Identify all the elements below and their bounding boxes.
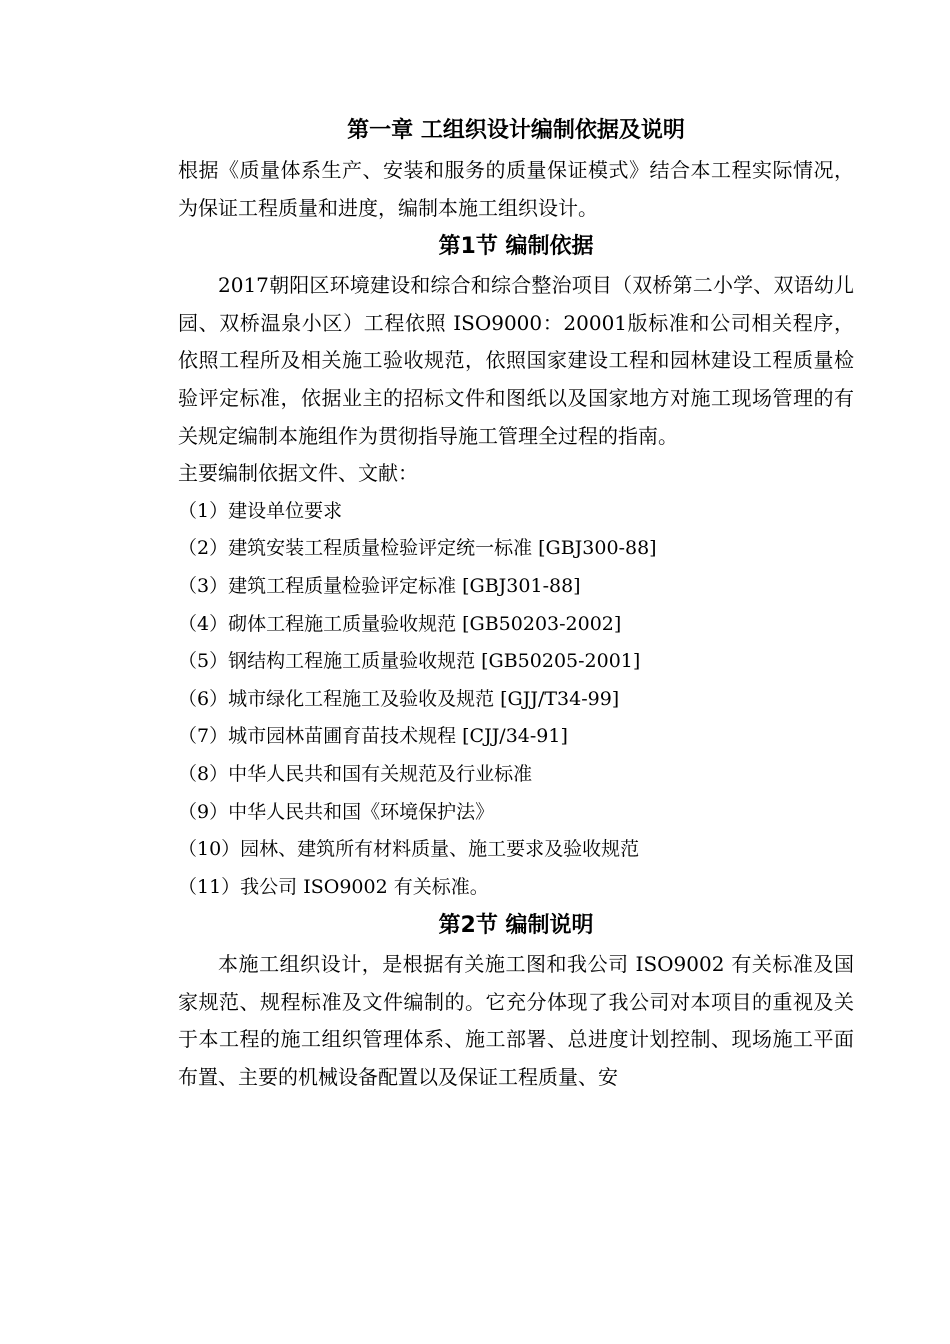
reference-item-6: （6）城市绿化工程施工及验收及规范 [GJJ/T34-99] bbox=[178, 687, 620, 710]
document-body bbox=[178, 112, 854, 1097]
reference-item-11: （11）我公司 ISO9002 有关标准。 bbox=[178, 875, 489, 898]
reference-item-7: （7）城市园林苗圃育苗技术规程 [CJJ/34-91] bbox=[178, 725, 568, 748]
reference-item-3: （3）建筑工程质量检验评定标准 [GBJ301-88] bbox=[178, 574, 581, 597]
section2-title: 第2节 编制说明 bbox=[438, 913, 594, 939]
chapter-intro: 根据《质量体系生产、安装和服务的质量保证模式》结合本工程实际情况，为保证工程质量和进度，编制本施工组织设计。 bbox=[178, 158, 854, 220]
reference-item-8: （8）中华人民共和国有关规范及行业标准 bbox=[178, 762, 533, 785]
reference-list bbox=[178, 493, 854, 907]
chapter-title: 第一章 工组织设计编制依据及说明 bbox=[347, 118, 685, 143]
reference-item-9: （9）中华人民共和国《环境保护法》 bbox=[178, 800, 495, 823]
reference-item-10: （10）园林、建筑所有材料质量、施工要求及验收规范 bbox=[178, 838, 640, 861]
reference-item-1: （1）建设单位要求 bbox=[178, 499, 343, 522]
reference-item-2: （2）建筑安装工程质量检验评定统一标准 [GBJ300-88] bbox=[178, 537, 657, 560]
section1-list-intro: 主要编制依据文件、文献： bbox=[178, 461, 418, 486]
section1-paragraph: 2017朝阳区环境建设和综合和综合整治项目（双桥第二小学、双语幼儿园、双桥温泉小区）工程依照 ISO9000：20001版标准和公司相关程序，依照工程所及相关施工验收规范，依照国家建设工程和园林建设工程质量检验评定标准，依据业主的招标文件和图纸以及国家地方对施工现场管理的有关规定编制本施组作为贯彻指导施工管理全过程的指南。 bbox=[178, 273, 854, 448]
section1-title: 第1节 编制依据 bbox=[438, 234, 594, 260]
reference-item-5: （5）钢结构工程施工质量验收规范 [GB50205-2001] bbox=[178, 650, 641, 673]
reference-item-4: （4）砌体工程施工质量验收规范 [GB50203-2002] bbox=[178, 612, 622, 635]
section2-paragraph: 本施工组织设计，是根据有关施工图和我公司 ISO9002 有关标准及国家规范、规程标准及文件编制的。它充分体现了我公司对本项目的重视及关于本工程的施工组织管理体系、施工部署、总进度计划控制、现场施工平面布置、主要的机械设备配置以及保证工程质量、安 bbox=[178, 952, 854, 1090]
